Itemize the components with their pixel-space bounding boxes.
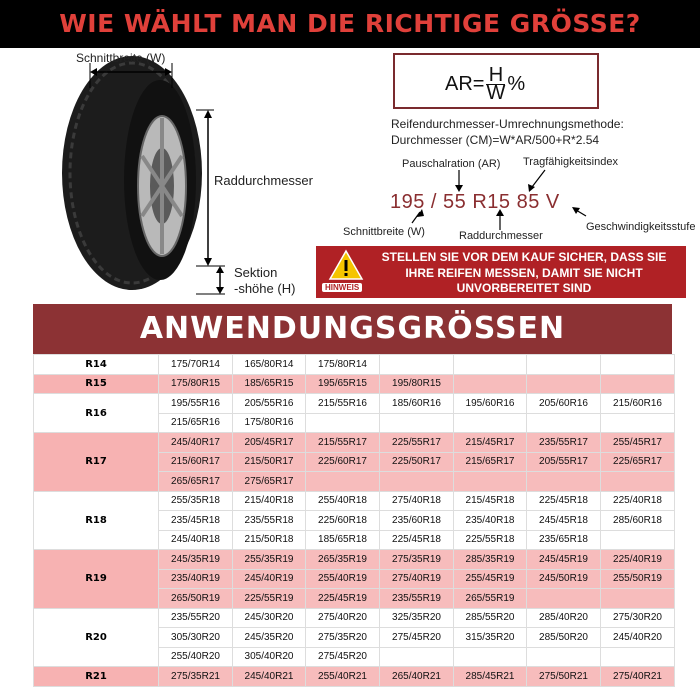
tire-size-cell: 225/40R19 bbox=[601, 550, 675, 570]
tread-width-label: Schnittbreite (W) bbox=[76, 51, 166, 65]
tire-size-cell bbox=[306, 472, 380, 492]
tire-size-cell: 275/45R20 bbox=[306, 647, 380, 667]
rim-size-cell: R19 bbox=[34, 550, 159, 609]
tire-size-cell: 245/45R19 bbox=[527, 550, 601, 570]
tire-size-cell bbox=[601, 374, 675, 394]
speed-rating-label: Geschwindigkeitsstufe bbox=[586, 221, 696, 233]
tire-size-cell bbox=[601, 589, 675, 609]
size-row bbox=[34, 374, 675, 394]
tire-size-cell: 255/40R20 bbox=[159, 647, 233, 667]
tire-size-cell: 275/65R17 bbox=[233, 472, 306, 492]
tire-size-code: 195 / 55 R15 85 V bbox=[390, 191, 560, 213]
tire-size-cell: 305/40R20 bbox=[233, 647, 306, 667]
tire-size-cell: 215/55R17 bbox=[306, 433, 380, 453]
tire-size-cell: 275/35R21 bbox=[159, 667, 233, 687]
tire-size-cell: 255/50R19 bbox=[601, 569, 675, 589]
tire-size-cell: 245/50R19 bbox=[527, 569, 601, 589]
tire-size-cell: 205/60R16 bbox=[527, 394, 601, 414]
tire-size-cell bbox=[454, 472, 527, 492]
tire-size-cell bbox=[527, 472, 601, 492]
tire-size-cell bbox=[601, 355, 675, 375]
tire-size-cell: 235/40R19 bbox=[159, 569, 233, 589]
tire-size-cell: 305/30R20 bbox=[159, 628, 233, 648]
tire-size-cell: 225/65R17 bbox=[601, 452, 675, 472]
tire-size-cell: 195/65R15 bbox=[306, 374, 380, 394]
formula-ar: AR= bbox=[445, 72, 485, 95]
formula-fraction bbox=[486, 64, 506, 104]
tire-size-cell: 245/40R17 bbox=[159, 433, 233, 453]
applications-header bbox=[33, 304, 672, 354]
applications-title: ANWENDUNGSGRÖSSEN bbox=[139, 311, 566, 346]
tire-size-cell: 285/55R20 bbox=[454, 608, 527, 628]
tire-size-cell bbox=[454, 374, 527, 394]
tire-size-cell: 215/50R18 bbox=[233, 530, 306, 550]
sizes-table bbox=[33, 354, 675, 687]
tire-size-cell: 275/40R20 bbox=[306, 608, 380, 628]
code-tread-width-label: Schnittbreite (W) bbox=[343, 226, 425, 238]
tire-size-cell: 195/60R16 bbox=[454, 394, 527, 414]
tire-size-cell: 225/50R17 bbox=[380, 452, 454, 472]
tire-size-cell: 225/55R19 bbox=[233, 589, 306, 609]
tire-size-cell: 315/35R20 bbox=[454, 628, 527, 648]
method-line-1: Reifendurchmesser-Umrechnungsmethode: bbox=[391, 117, 624, 131]
tire-size-cell: 175/80R14 bbox=[306, 355, 380, 375]
size-row bbox=[34, 667, 675, 687]
aspect-ratio-label: Pauschalration (AR) bbox=[402, 158, 501, 170]
wheel-diameter-label: Raddurchmesser bbox=[214, 173, 313, 188]
tire-size-cell: 245/40R21 bbox=[233, 667, 306, 687]
tire-size-cell: 255/45R17 bbox=[601, 433, 675, 453]
tire-size-cell: 205/45R17 bbox=[233, 433, 306, 453]
tire-size-cell: 175/80R15 bbox=[159, 374, 233, 394]
tire-size-cell: 255/40R19 bbox=[306, 569, 380, 589]
tire-size-cell: 195/80R15 bbox=[380, 374, 454, 394]
tire-size-cell: 275/40R19 bbox=[380, 569, 454, 589]
tire-size-cell: 245/35R20 bbox=[233, 628, 306, 648]
tire-size-cell: 275/30R20 bbox=[601, 608, 675, 628]
tire-size-cell: 215/60R17 bbox=[159, 452, 233, 472]
tire-size-cell: 215/45R17 bbox=[454, 433, 527, 453]
tire-size-cell: 285/60R18 bbox=[601, 511, 675, 531]
tire-size-cell: 185/65R15 bbox=[233, 374, 306, 394]
tire-size-cell: 235/55R18 bbox=[233, 511, 306, 531]
tire-size-cell: 325/35R20 bbox=[380, 608, 454, 628]
tire-size-cell: 275/40R21 bbox=[601, 667, 675, 687]
sizes-table-body bbox=[34, 355, 675, 687]
tire-size-cell: 225/45R18 bbox=[380, 530, 454, 550]
tire-size-cell: 275/50R21 bbox=[527, 667, 601, 687]
banner-title: WIE WÄHLT MAN DIE RICHTIGE GRÖSSE? bbox=[59, 9, 641, 38]
rim-size-cell: R17 bbox=[34, 433, 159, 492]
tire-size-cell: 215/55R16 bbox=[306, 394, 380, 414]
tire-diagram bbox=[0, 48, 330, 298]
aspect-ratio-formula bbox=[393, 53, 599, 109]
size-row bbox=[34, 608, 675, 628]
tire-size-cell: 255/35R18 bbox=[159, 491, 233, 511]
tire-size-cell: 265/55R19 bbox=[454, 589, 527, 609]
size-row bbox=[34, 491, 675, 511]
tire-size-cell: 215/50R17 bbox=[233, 452, 306, 472]
tire-size-cell: 275/35R20 bbox=[306, 628, 380, 648]
tire-size-cell: 225/45R18 bbox=[527, 491, 601, 511]
tire-size-cell bbox=[601, 472, 675, 492]
tire-size-cell: 225/60R17 bbox=[306, 452, 380, 472]
tire-size-cell bbox=[601, 530, 675, 550]
tire-size-cell: 255/40R21 bbox=[306, 667, 380, 687]
section-height-label-1: Sektion bbox=[234, 265, 278, 280]
tire-size-cell: 275/35R19 bbox=[380, 550, 454, 570]
tire-size-cell: 225/55R18 bbox=[454, 530, 527, 550]
tire-size-cell bbox=[527, 647, 601, 667]
tire-size-cell: 285/40R20 bbox=[527, 608, 601, 628]
rim-size-cell: R14 bbox=[34, 355, 159, 375]
tire-size-cell: 175/70R14 bbox=[159, 355, 233, 375]
tire-size-cell: 285/45R21 bbox=[454, 667, 527, 687]
tire-size-cell: 225/60R18 bbox=[306, 511, 380, 531]
section-height-label-2: -shöhe (H) bbox=[234, 281, 296, 296]
tire-size-cell bbox=[380, 647, 454, 667]
tire-size-cell: 205/55R16 bbox=[233, 394, 306, 414]
tire-size-cell: 215/65R17 bbox=[454, 452, 527, 472]
tire-size-cell bbox=[380, 413, 454, 433]
tire-size-cell: 245/35R19 bbox=[159, 550, 233, 570]
tire-size-cell: 275/45R20 bbox=[380, 628, 454, 648]
tire-size-cell bbox=[380, 472, 454, 492]
tire-size-cell: 265/50R19 bbox=[159, 589, 233, 609]
tire-size-cell: 245/40R20 bbox=[601, 628, 675, 648]
tire-size-cell: 225/40R18 bbox=[601, 491, 675, 511]
method-line-2: Durchmesser (CM)=W*AR/500+R*2.54 bbox=[391, 133, 600, 147]
load-index-label: Tragfähigkeitsindex bbox=[523, 156, 618, 168]
tire-size-cell: 235/55R20 bbox=[159, 608, 233, 628]
tire-size-cell: 215/60R16 bbox=[601, 394, 675, 414]
tire-size-cell: 285/50R20 bbox=[527, 628, 601, 648]
tire-size-cell: 205/55R17 bbox=[527, 452, 601, 472]
tire-size-cell: 245/45R18 bbox=[527, 511, 601, 531]
tire-size-cell: 185/60R16 bbox=[380, 394, 454, 414]
tire-size-cell bbox=[306, 413, 380, 433]
tire-size-cell: 235/60R18 bbox=[380, 511, 454, 531]
hinweis-badge: HINWEIS bbox=[322, 283, 362, 292]
size-row bbox=[34, 355, 675, 375]
tire-size-cell bbox=[601, 413, 675, 433]
tire-size-cell bbox=[454, 647, 527, 667]
formula-denominator: W bbox=[486, 82, 506, 104]
tire-size-cell: 195/55R16 bbox=[159, 394, 233, 414]
tire-size-cell: 265/65R17 bbox=[159, 472, 233, 492]
tire-size-cell: 265/35R19 bbox=[306, 550, 380, 570]
tire-size-cell: 165/80R14 bbox=[233, 355, 306, 375]
tire-size-cell: 235/45R18 bbox=[159, 511, 233, 531]
size-row bbox=[34, 550, 675, 570]
tire-size-cell bbox=[454, 413, 527, 433]
tire-size-cell: 265/40R21 bbox=[380, 667, 454, 687]
tire-size-cell: 235/55R19 bbox=[380, 589, 454, 609]
formula-expression bbox=[445, 64, 526, 104]
formula-numerator: H bbox=[486, 67, 505, 85]
tire-size-cell bbox=[601, 647, 675, 667]
tire-size-cell bbox=[380, 355, 454, 375]
tire-size-cell bbox=[527, 374, 601, 394]
tire-size-cell: 215/45R18 bbox=[454, 491, 527, 511]
warning-banner bbox=[316, 246, 686, 298]
tire-size-cell: 245/30R20 bbox=[233, 608, 306, 628]
tire-size-cell bbox=[527, 355, 601, 375]
tire-size-cell: 235/40R18 bbox=[454, 511, 527, 531]
tire-size-cell: 255/40R18 bbox=[306, 491, 380, 511]
tire-size-cell bbox=[527, 413, 601, 433]
tire-size-cell: 185/65R18 bbox=[306, 530, 380, 550]
banner bbox=[0, 0, 700, 48]
tire-size-cell: 215/65R16 bbox=[159, 413, 233, 433]
size-row bbox=[34, 394, 675, 414]
tire-size-cell: 175/80R16 bbox=[233, 413, 306, 433]
tire-size-cell: 255/45R19 bbox=[454, 569, 527, 589]
tire-size-cell: 245/40R18 bbox=[159, 530, 233, 550]
tire-size-cell: 235/55R17 bbox=[527, 433, 601, 453]
warning-icon bbox=[328, 249, 364, 281]
tire-size-cell: 225/55R17 bbox=[380, 433, 454, 453]
rim-size-cell: R16 bbox=[34, 394, 159, 433]
rim-size-cell: R15 bbox=[34, 374, 159, 394]
tire-size-cell: 215/40R18 bbox=[233, 491, 306, 511]
formula-percent: % bbox=[507, 72, 526, 95]
tire-size-cell: 255/35R19 bbox=[233, 550, 306, 570]
tire-size-cell bbox=[454, 355, 527, 375]
rim-size-cell: R21 bbox=[34, 667, 159, 687]
tire-size-cell: 275/40R18 bbox=[380, 491, 454, 511]
rim-size-cell: R18 bbox=[34, 491, 159, 550]
tire-size-cell: 225/45R19 bbox=[306, 589, 380, 609]
code-rim-diameter-label: Raddurchmesser bbox=[459, 230, 543, 242]
size-row bbox=[34, 433, 675, 453]
tire-size-cell: 235/65R18 bbox=[527, 530, 601, 550]
warning-text: STELLEN SIE VOR DEM KAUF SICHER, DASS SIE IHRE REIFEN MESSEN, DAMIT SIE NICHT UNVORBEREITET SIND bbox=[381, 250, 667, 295]
tire-size-cell bbox=[527, 589, 601, 609]
tire-size-cell: 285/35R19 bbox=[454, 550, 527, 570]
rim-size-cell: R20 bbox=[34, 608, 159, 667]
tire-size-cell: 245/40R19 bbox=[233, 569, 306, 589]
